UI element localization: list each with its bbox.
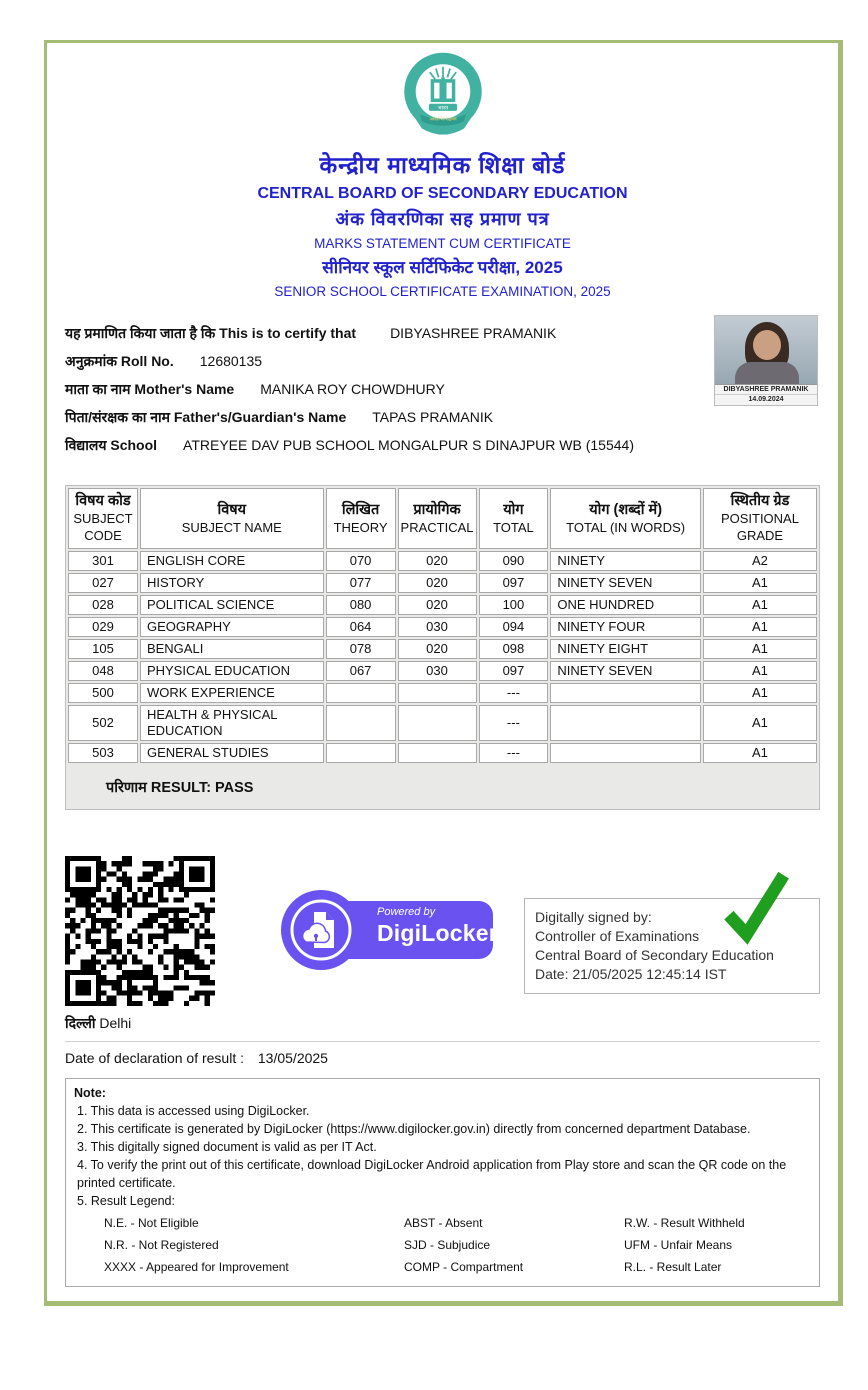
place-line (65, 1014, 820, 1033)
cell-words: NINETY EIGHT (550, 639, 701, 659)
marks-table (66, 486, 819, 765)
photo-caption-date: 14.09.2024 (715, 394, 817, 405)
cell-practical (398, 743, 477, 763)
certify-label: यह प्रमाणित किया जाता है कि This is to certify that (65, 324, 357, 341)
cbse-logo-icon (399, 51, 487, 144)
table-row (68, 573, 817, 593)
photo-caption-name: DIBYASHREE PRAMANIK (715, 384, 817, 394)
cell-words: NINETY SEVEN (550, 573, 701, 593)
cell-practical: 030 (398, 661, 477, 681)
table-row (68, 595, 817, 615)
col-theory: लिखित THEORY (326, 488, 396, 549)
cell-code: 048 (68, 661, 138, 681)
student-photo (714, 315, 818, 406)
place-hindi: दिल्ली (65, 1015, 96, 1031)
signature-line-4: Date: 21/05/2025 12:45:14 IST (535, 966, 727, 982)
roll-number: 12680135 (199, 353, 263, 369)
legend-item: R.L. - Result Later (624, 1260, 722, 1274)
cell-theory (326, 743, 396, 763)
digilocker-powered-by: Powered by (377, 906, 436, 918)
digilocker-icon (281, 890, 361, 975)
cell-subject: POLITICAL SCIENCE (140, 595, 324, 615)
note-item: 1. This data is accessed using DigiLocker. (77, 1104, 310, 1118)
col-subject-code: विषय कोड SUBJECT CODE (68, 488, 138, 549)
father-name: TAPAS PRAMANIK (372, 409, 494, 425)
qr-code (65, 856, 215, 1006)
school-row (65, 431, 700, 459)
col-positional-grade: स्थितीय ग्रेड POSITIONAL GRADE (703, 488, 817, 549)
cell-words: ONE HUNDRED (550, 595, 701, 615)
cell-subject: GEOGRAPHY (140, 617, 324, 637)
table-row (68, 617, 817, 637)
legend-item: R.W. - Result Withheld (624, 1216, 745, 1230)
legend-item: N.E. - Not Eligible (104, 1216, 199, 1230)
cell-code: 105 (68, 639, 138, 659)
cell-words (550, 705, 701, 741)
cell-theory: 077 (326, 573, 396, 593)
father-row (65, 403, 700, 431)
verification-row (65, 856, 820, 1006)
cell-code: 502 (68, 705, 138, 741)
digilocker-badge (281, 890, 498, 970)
cell-total: 094 (479, 617, 549, 637)
cell-theory (326, 705, 396, 741)
legend-item: COMP - Compartment (404, 1260, 524, 1274)
cell-total: --- (479, 683, 549, 703)
cell-subject: BENGALI (140, 639, 324, 659)
marks-table-container (65, 485, 820, 810)
cell-practical: 020 (398, 639, 477, 659)
note-box (65, 1078, 820, 1287)
cell-practical (398, 705, 477, 741)
table-header-row (68, 488, 817, 549)
mother-label: माता का नाम Mother's Name (65, 380, 235, 397)
col-practical: प्रायोगिक PRACTICAL (398, 488, 477, 549)
cell-total: 098 (479, 639, 549, 659)
table-row (68, 705, 817, 741)
cell-code: 500 (68, 683, 138, 703)
result-legend (74, 1210, 811, 1276)
roll-row (65, 347, 700, 375)
mother-name: MANIKA ROY CHOWDHURY (260, 381, 445, 397)
legend-item: ABST - Absent (404, 1216, 483, 1230)
cell-total: 097 (479, 573, 549, 593)
cell-theory (326, 683, 396, 703)
declaration-line (65, 1050, 820, 1066)
cell-practical (398, 683, 477, 703)
signature-line-3: Central Board of Secondary Education (535, 947, 774, 963)
svg-text:भारत: भारत (437, 105, 448, 112)
cell-theory: 064 (326, 617, 396, 637)
cell-subject: ENGLISH CORE (140, 551, 324, 571)
table-row (68, 743, 817, 763)
exam-title-hindi: सीनियर स्कूल सर्टिफिकेट परीक्षा, 2025 (322, 258, 563, 277)
cell-subject: HISTORY (140, 573, 324, 593)
legend-item: XXXX - Appeared for Improvement (104, 1260, 289, 1274)
cell-subject: PHYSICAL EDUCATION (140, 661, 324, 681)
note-item: 2. This certificate is generated by DigiLocker (https://www.digilocker.gov.in) directly from concerned department Database. (77, 1122, 751, 1136)
legend-item: N.R. - Not Registered (104, 1238, 219, 1252)
cell-grade: A1 (703, 683, 817, 703)
cell-theory: 080 (326, 595, 396, 615)
father-label: पिता/संरक्षक का नाम Father's/Guardian's Name (65, 408, 347, 425)
svg-text:असतो मा सद्गमय: असतो मा सद्गमय (429, 117, 456, 123)
cell-total: 100 (479, 595, 549, 615)
cell-grade: A2 (703, 551, 817, 571)
col-total-words: योग (शब्दों में) TOTAL (IN WORDS) (550, 488, 701, 549)
cell-theory: 067 (326, 661, 396, 681)
place-english: Delhi (99, 1015, 132, 1031)
cell-words: NINETY SEVEN (550, 661, 701, 681)
cell-code: 027 (68, 573, 138, 593)
cell-total: 097 (479, 661, 549, 681)
mother-row (65, 375, 700, 403)
certificate-page (44, 40, 843, 1306)
cell-words: NINETY (550, 551, 701, 571)
note-title: Note: (74, 1086, 106, 1100)
cell-subject: GENERAL STUDIES (140, 743, 324, 763)
signature-line-1: Digitally signed by: (535, 909, 652, 925)
cell-grade: A1 (703, 743, 817, 763)
cell-subject: HEALTH & PHYSICAL EDUCATION (140, 705, 324, 741)
doc-title-english: MARKS STATEMENT CUM CERTIFICATE (314, 236, 571, 251)
result-band (66, 765, 819, 809)
note-item: 3. This digitally signed document is valid as per IT Act. (77, 1140, 377, 1154)
legend-item: UFM - Unfair Means (624, 1238, 733, 1252)
cell-code: 029 (68, 617, 138, 637)
cell-grade: A1 (703, 573, 817, 593)
table-row (68, 551, 817, 571)
col-subject-name: विषय SUBJECT NAME (140, 488, 324, 549)
certify-row (65, 319, 700, 347)
student-name: DIBYASHREE PRAMANIK (390, 325, 557, 341)
student-photo-image (715, 316, 817, 384)
cell-grade: A1 (703, 661, 817, 681)
cell-theory: 070 (326, 551, 396, 571)
table-row (68, 683, 817, 703)
school-name: ATREYEE DAV PUB SCHOOL MONGALPUR S DINAJPUR WB (15544) (183, 437, 634, 453)
student-details (65, 319, 820, 459)
exam-title-english: SENIOR SCHOOL CERTIFICATE EXAMINATION, 2025 (274, 284, 611, 299)
cell-words (550, 683, 701, 703)
declaration-date: 13/05/2025 (257, 1050, 328, 1066)
col-total: योग TOTAL (479, 488, 549, 549)
cell-grade: A1 (703, 617, 817, 637)
cell-code: 301 (68, 551, 138, 571)
legend-item: SJD - Subjudice (404, 1238, 491, 1252)
divider (65, 1041, 820, 1042)
signature-line-2: Controller of Examinations (535, 928, 700, 944)
cell-practical: 020 (398, 551, 477, 571)
school-label: विद्यालय School (65, 436, 158, 453)
board-title-hindi: केन्द्रीय माध्यमिक शिक्षा बोर्ड (319, 152, 566, 178)
cell-total: 090 (479, 551, 549, 571)
note-item: 5. Result Legend: (77, 1194, 175, 1208)
cell-words: NINETY FOUR (550, 617, 701, 637)
note-item: 4. To verify the print out of this certificate, download DigiLocker Android application from Play store and scan the QR code on the printed certificate. (77, 1158, 787, 1190)
cell-practical: 020 (398, 573, 477, 593)
cell-practical: 020 (398, 595, 477, 615)
result-label-hindi: परिणाम (106, 780, 147, 796)
cell-code: 028 (68, 595, 138, 615)
cell-total: --- (479, 705, 549, 741)
declaration-label: Date of declaration of result : (65, 1050, 244, 1066)
cell-words (550, 743, 701, 763)
roll-label: अनुक्रमांक Roll No. (65, 352, 174, 369)
cell-grade: A1 (703, 705, 817, 741)
cell-total: --- (479, 743, 549, 763)
table-row (68, 639, 817, 659)
cell-code: 503 (68, 743, 138, 763)
board-title-english: CENTRAL BOARD OF SECONDARY EDUCATION (257, 185, 628, 202)
cell-practical: 030 (398, 617, 477, 637)
digilocker-brand: DigiLocker (377, 920, 498, 946)
cell-grade: A1 (703, 639, 817, 659)
cell-subject: WORK EXPERIENCE (140, 683, 324, 703)
check-mark-icon (717, 867, 791, 958)
cell-grade: A1 (703, 595, 817, 615)
certificate-header (65, 49, 820, 299)
table-row (68, 661, 817, 681)
cell-theory: 078 (326, 639, 396, 659)
doc-title-hindi: अंक विवरणिका सह प्रमाण पत्र (335, 209, 550, 229)
digital-signature-box (524, 898, 820, 994)
result-label-english: RESULT: PASS (150, 780, 254, 796)
